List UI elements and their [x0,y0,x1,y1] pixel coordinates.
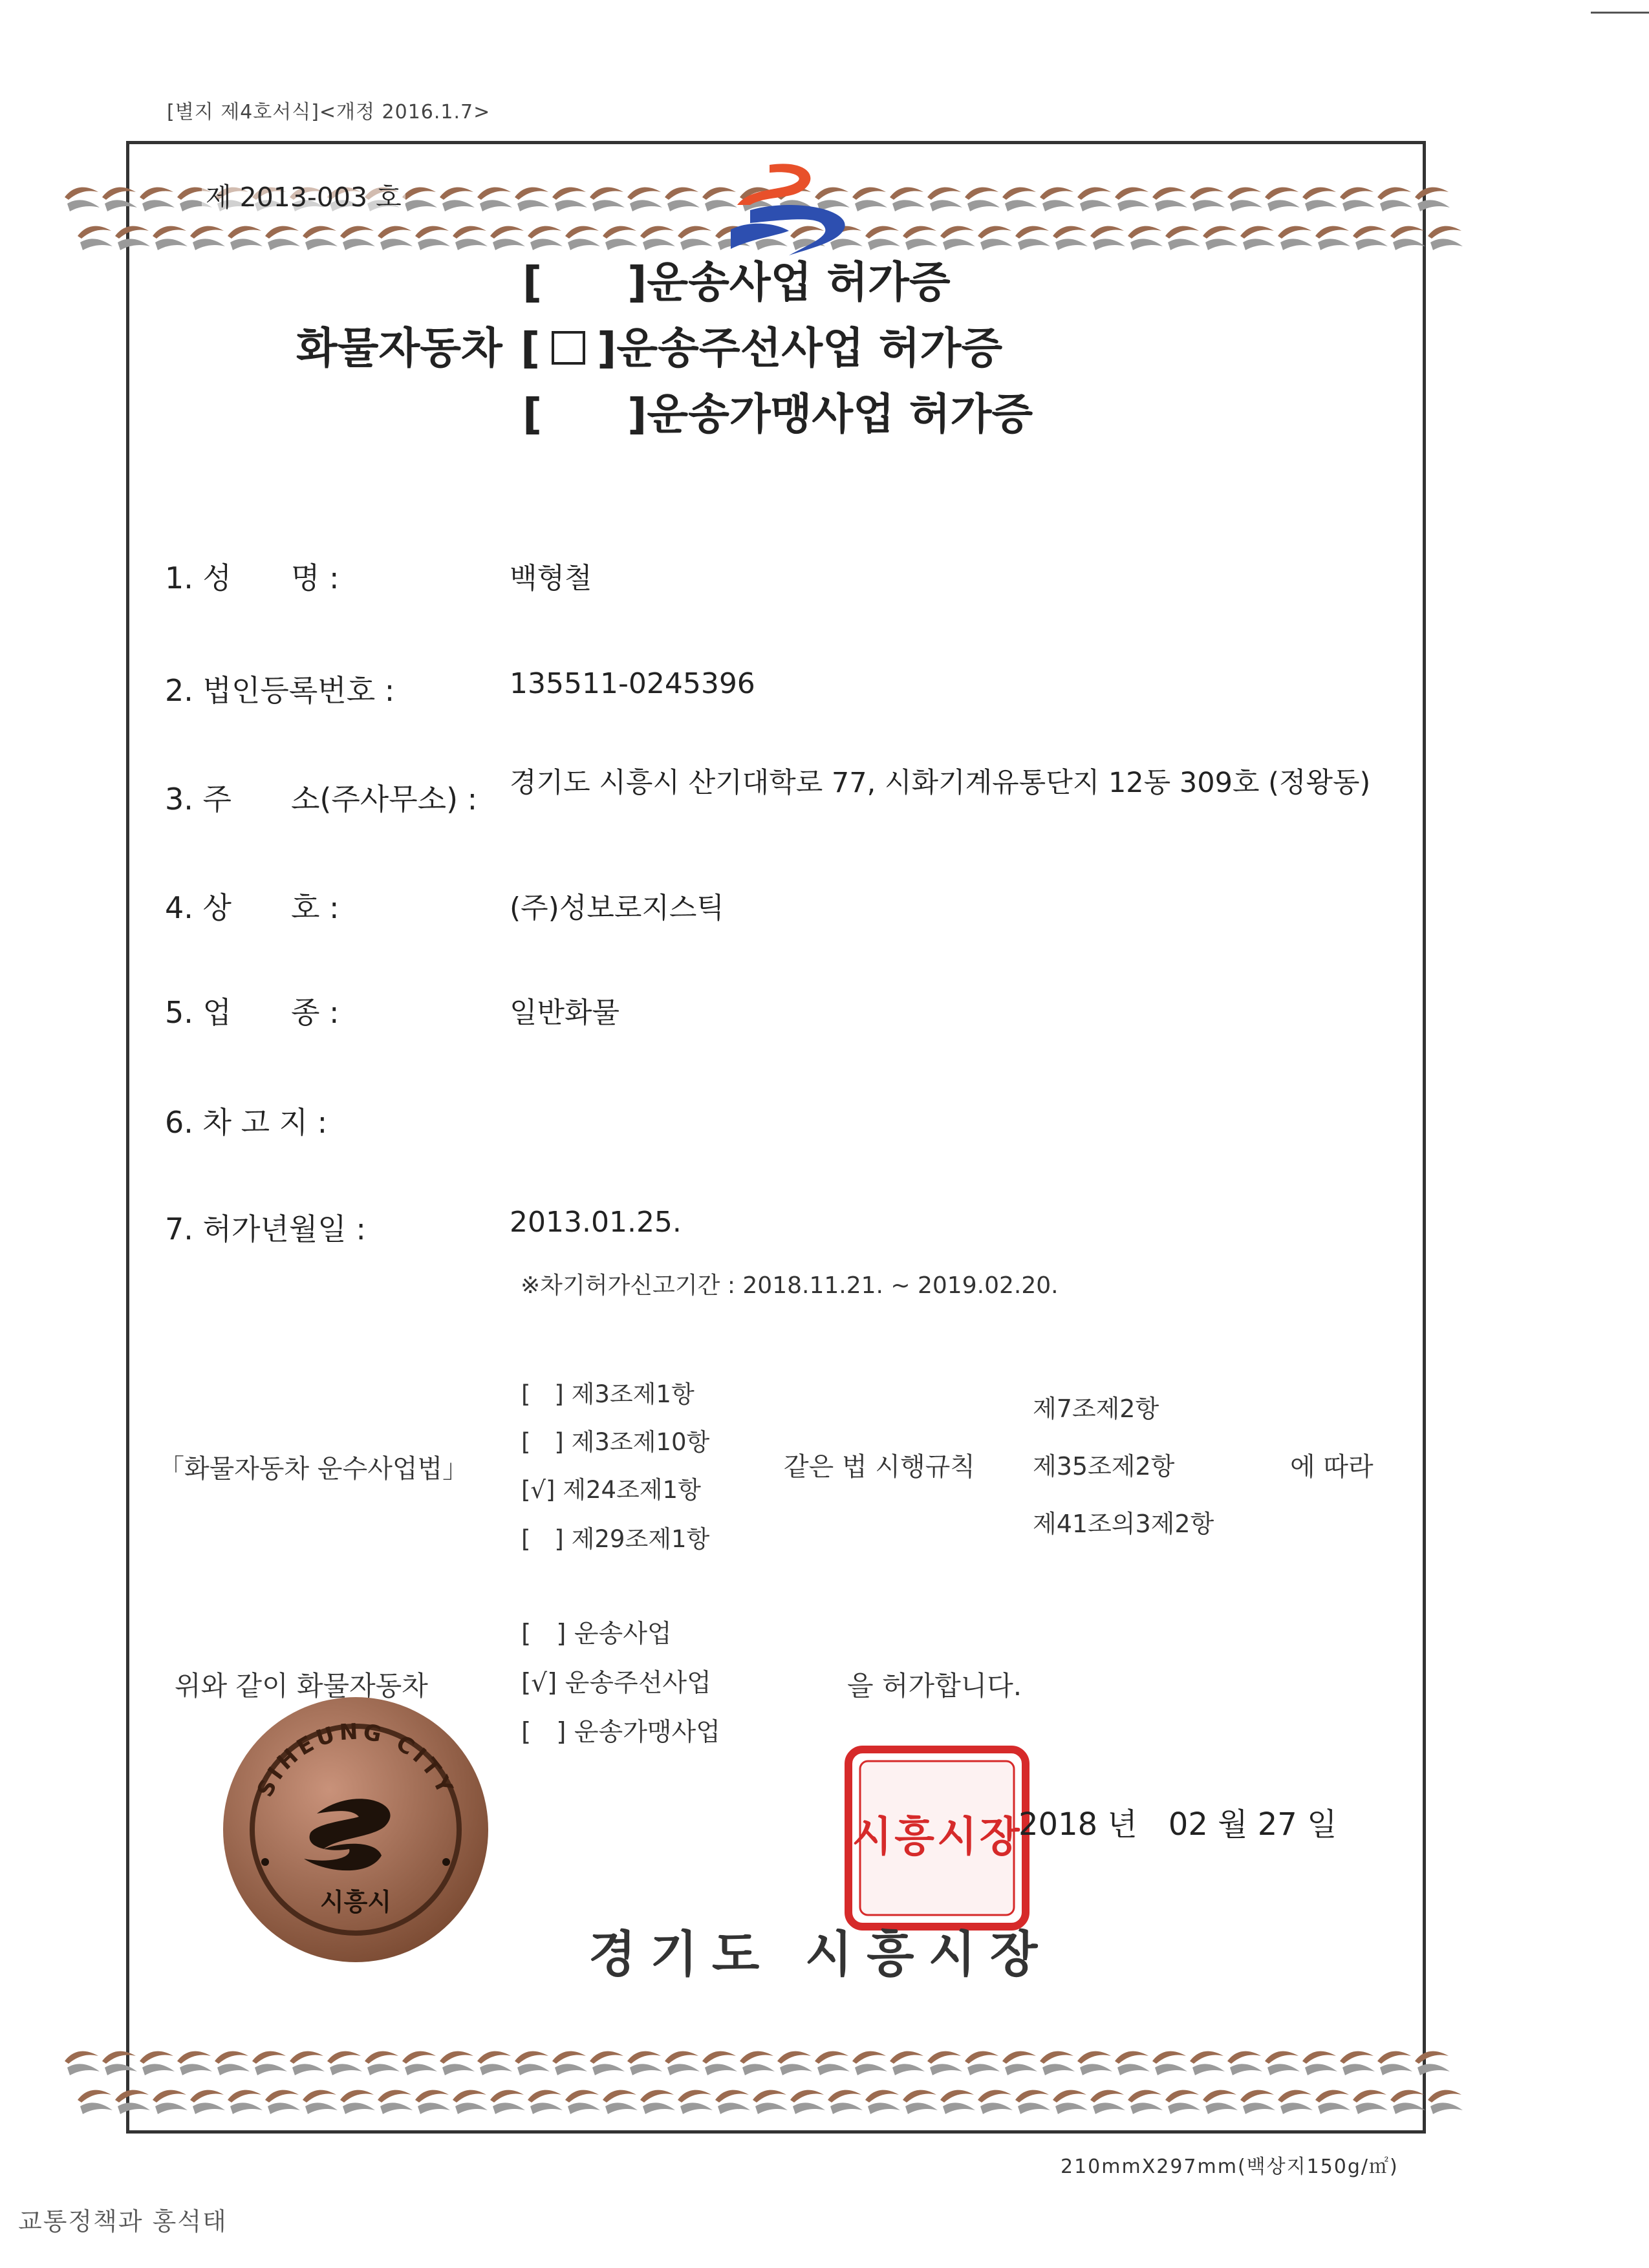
wave-stroke [1315,2090,1350,2114]
wave-stroke [678,226,713,250]
wave-stroke [1265,2051,1300,2075]
wave-stroke [965,2051,1000,2075]
permit-option-check: [ ] [521,1620,566,1649]
field-value-permit-date: 2013.01.25. [510,1206,682,1239]
scan-edge-line [1591,12,1649,14]
wave-stroke [702,2051,737,2075]
article-check: [√] [521,1476,555,1504]
wave-stroke [665,2051,700,2075]
wave-stroke [1340,2051,1375,2075]
wave-stroke [1040,187,1075,211]
wave-stroke [1353,226,1388,250]
wave-stroke [1152,187,1187,211]
wave-stroke [1190,187,1225,211]
wave-stroke [640,2090,675,2114]
title-line-2-open: [ [521,323,541,373]
wave-stroke [1428,2090,1463,2114]
wave-stroke [477,187,512,211]
wave-stroke [490,226,525,250]
field-label-corp-reg: 2. 법인등록번호 : [165,673,395,708]
article-text: 제3조제1항 [571,1380,695,1408]
wave-stroke [627,187,662,211]
wave-stroke [1227,2051,1262,2075]
wave-stroke [1015,226,1050,250]
wave-stroke [978,2090,1013,2114]
wave-stroke [552,187,587,211]
wave-stroke [815,2051,850,2075]
wave-stroke [1302,2051,1337,2075]
wave-stroke [903,2090,938,2114]
wave-stroke [415,2090,450,2114]
wave-stroke [1053,2090,1088,2114]
wave-stroke [1240,226,1275,250]
wave-stroke [1390,226,1425,250]
permit-option [521,1614,672,1650]
wave-stroke [415,226,450,250]
wave-stroke [865,2090,900,2114]
article-item [521,1470,701,1505]
wave-stroke [215,2051,250,2075]
wave-stroke [665,187,700,211]
article-check: [ ] [521,1525,564,1553]
permit-suffix: 을 허가합니다. [847,1670,1022,1702]
wave-stroke [590,2051,625,2075]
wave-stroke [65,2051,100,2075]
title-prefix: 화물자동차 [296,323,502,373]
wave-stroke [1203,226,1238,250]
field-value-company: (주)성보로지스틱 [510,892,724,925]
wave-stroke [340,2090,375,2114]
wave-stroke [1415,187,1450,211]
wave-stroke [115,226,150,250]
article-item [521,1375,695,1409]
article-text: 제29조제1항 [571,1525,710,1553]
article-text: 제24조제1항 [563,1476,701,1504]
wave-stroke [715,2090,750,2114]
certificate-number: 제 2013-003 호 [202,176,405,214]
wave-stroke [1353,2090,1388,2114]
wave-stroke [1428,226,1463,250]
wave-stroke [440,187,475,211]
wave-stroke [515,187,550,211]
wave-stroke [327,2051,362,2075]
wave-stroke [265,2090,300,2114]
article-check: [ ] [521,1380,564,1408]
wave-stroke [453,2090,488,2114]
wave-stroke [903,226,938,250]
wave-stroke [1090,2090,1125,2114]
wave-stroke [1390,2090,1425,2114]
title-line-2 [521,314,1002,375]
permit-option [521,1712,720,1748]
title-line-3: [ ]운송가맹사업 허가증 [523,389,1033,439]
wave-stroke [1203,2090,1238,2114]
field-label-address: 3. 주 소(주사무소) : [165,782,478,817]
wave-stroke [365,2051,400,2075]
wave-stroke [78,2090,113,2114]
wave-stroke [1077,2051,1112,2075]
wave-stroke [927,2051,962,2075]
wave-stroke [477,2051,512,2075]
wave-stroke [640,226,675,250]
wave-stroke [978,226,1013,250]
wave-stroke [565,2090,600,2114]
wave-stroke [1302,187,1337,211]
field-label-garage: 6. 차 고 지 : [165,1105,328,1140]
permit-prefix: 위와 같이 화물자동차 [175,1670,428,1702]
wave-stroke [140,2051,175,2075]
field-label-name: 1. 성 명 : [165,561,339,595]
wave-stroke [177,2051,212,2075]
rule-item: 제41조의3제2항 [1033,1510,1214,1538]
siheung-logo-icon [724,158,873,262]
field-value-address: 경기도 시흥시 산기대학로 77, 시화기계유통단지 12동 309호 (정왕동) [510,767,1371,799]
wave-stroke [453,226,488,250]
wave-stroke [940,226,975,250]
wave-stroke [678,2090,713,2114]
wave-stroke [402,2051,437,2075]
wave-stroke [265,226,300,250]
title-line-1: [ ]운송사업 허가증 [523,257,951,307]
wave-stroke [777,2051,812,2075]
wave-stroke [1115,2051,1150,2075]
wave-stroke [828,2090,863,2114]
permit-option-check: [√] [521,1669,557,1698]
wave-stroke [1278,226,1313,250]
wave-stroke [228,226,263,250]
wave-stroke [603,2090,638,2114]
wave-stroke [627,2051,662,2075]
wave-stroke [890,2051,925,2075]
wave-stroke [378,226,413,250]
wave-stroke [603,226,638,250]
wave-stroke [1115,187,1150,211]
wave-stroke [65,187,100,211]
issue-date: 2018 년 02 월 27 일 [1018,1806,1337,1843]
wave-stroke [303,2090,338,2114]
wave-stroke [528,2090,563,2114]
wave-stroke [290,2051,325,2075]
article-text: 제3조제10항 [571,1428,710,1456]
wave-stroke [790,2090,825,2114]
wave-stroke [1377,2051,1412,2075]
wave-stroke [440,2051,475,2075]
wave-stroke [490,2090,525,2114]
title-line-2-close: ]운송주선사업 허가증 [597,323,1003,373]
wave-stroke [927,187,962,211]
article-item [521,1422,709,1457]
wave-stroke [1053,226,1088,250]
wave-stroke [153,2090,188,2114]
wave-stroke [1128,226,1163,250]
official-stamp-icon [843,1744,1031,1932]
wave-stroke [115,2090,150,2114]
field-value-business-type: 일반화물 [510,996,620,1029]
wave-stroke [190,226,225,250]
wave-stroke [852,2051,887,2075]
field-label-company: 4. 상 호 : [165,890,339,925]
wave-stroke [1040,2051,1075,2075]
wave-stroke [1002,2051,1037,2075]
wave-stroke [1002,187,1037,211]
wave-stroke [252,2051,287,2075]
wave-stroke [102,187,137,211]
field-value-name: 백형철 [510,562,592,595]
wave-stroke [1240,2090,1275,2114]
wave-stroke [378,2090,413,2114]
wave-stroke [528,226,563,250]
siheung-city-emblem-icon [220,1694,491,1965]
official-stamp [843,1744,1031,1932]
wave-stroke [153,226,188,250]
wave-stroke [78,226,113,250]
wave-stroke [965,187,1000,211]
wave-stroke [228,2090,263,2114]
permit-option-text: 운송사업 [574,1620,672,1649]
wave-stroke [1265,187,1300,211]
law-name: 「화물자동차 운수사업법」 [158,1454,469,1484]
wave-stroke [1315,226,1350,250]
wave-stroke [1377,187,1412,211]
wave-stroke [1227,187,1262,211]
bottom-wave-band-2 [65,2081,1436,2126]
statute-suffix: 에 따라 [1290,1452,1374,1482]
wave-stroke [1090,226,1125,250]
wave-stroke [590,187,625,211]
wave-stroke [1077,187,1112,211]
next-permit-note: ※차기허가신고기간 : 2018.11.21. ~ 2019.02.20. [521,1272,1059,1299]
field-label-permit-date: 7. 허가년월일 : [165,1212,366,1246]
emblem-text-bottom: 시흥시 [319,1888,392,1916]
wave-stroke [1165,2090,1200,2114]
wave-stroke [340,226,375,250]
wave-stroke [565,226,600,250]
wave-stroke [552,2051,587,2075]
wave-stroke [1015,2090,1050,2114]
wave-stroke [1415,2051,1450,2075]
permit-option-text: 운송주선사업 [565,1669,711,1698]
permit-option-check: [ ] [521,1718,566,1747]
issuer-name: 경기도 시흥시장 [588,1925,1052,1983]
wave-stroke [753,2090,788,2114]
field-label-business-type: 5. 업 종 : [165,995,339,1030]
stamp-text: 시흥시장 [852,1813,1022,1861]
article-item [521,1519,709,1554]
permit-option-text: 운송가맹사업 [574,1718,720,1747]
form-id: [별지 제4호서식]<개정 2016.1.7> [167,101,491,123]
wave-stroke [1278,2090,1313,2114]
wave-stroke [1165,226,1200,250]
empty-checkbox-icon [552,331,585,365]
permit-option [521,1663,711,1699]
wave-stroke [890,187,925,211]
paper-spec: 210mmX297mm(백상지150g/㎡) [1061,2156,1399,2178]
article-check: [ ] [521,1428,564,1456]
wave-stroke [303,226,338,250]
wave-stroke [1190,2051,1225,2075]
wave-stroke [515,2051,550,2075]
wave-stroke [190,2090,225,2114]
emblem-text-top: SIHEUNG CITY [252,1718,460,1801]
wave-stroke [1152,2051,1187,2075]
signature-note: 교통정책과 홍석태 [18,2207,228,2236]
wave-stroke [940,2090,975,2114]
wave-stroke [1128,2090,1163,2114]
wave-stroke [740,2051,775,2075]
wave-stroke [102,2051,137,2075]
wave-stroke [402,187,437,211]
wave-stroke [1340,187,1375,211]
rule-item: 제35조제2항 [1033,1452,1175,1481]
field-value-corp-reg: 135511-0245396 [510,667,755,700]
wave-stroke [140,187,175,211]
rule-item: 제7조제2항 [1033,1395,1159,1423]
statute-connector: 같은 법 시행규칙 [784,1452,975,1482]
